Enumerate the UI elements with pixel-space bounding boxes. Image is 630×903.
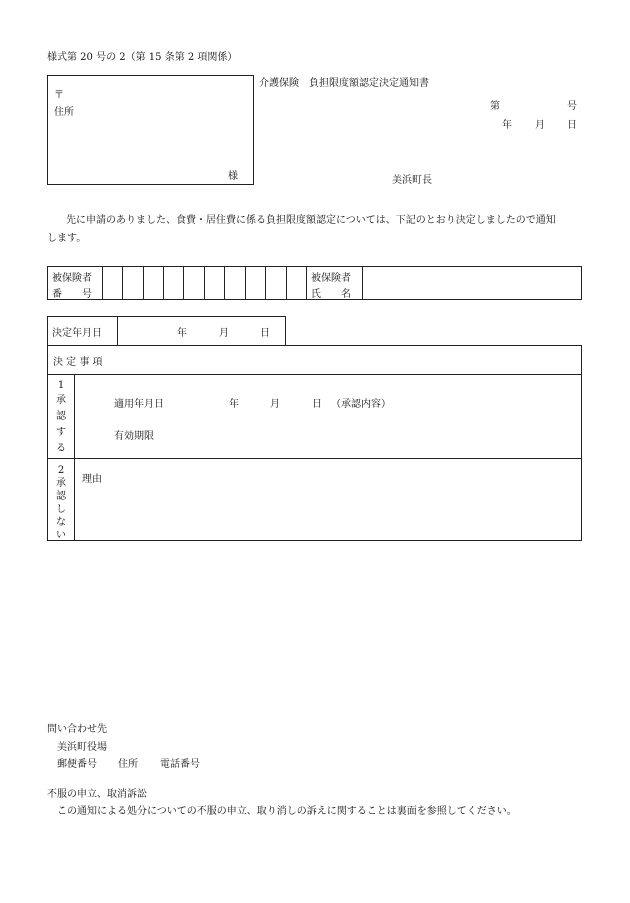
reject-label-char: い	[56, 530, 66, 541]
issue-month: 月	[535, 120, 545, 131]
applied-date-label: 適用年月日	[114, 399, 164, 410]
approve-label-char: 承	[56, 395, 66, 406]
issue-day: 日	[567, 120, 577, 131]
contact-heading: 問い合わせ先	[47, 724, 107, 735]
contact-phone-label: 電話番号	[160, 759, 200, 770]
contact-office: 美浜町役場	[57, 742, 107, 753]
approve-label-char: 認	[56, 411, 66, 422]
reject-reason-label: 理由	[82, 474, 102, 485]
contact-postal-label: 郵便番号	[57, 759, 97, 770]
approval-content-label: （承認内容）	[331, 399, 391, 410]
decision-date-year: 年	[177, 328, 187, 339]
insured-name-label-1: 被保険者	[311, 273, 351, 284]
address-box	[47, 75, 254, 185]
decision-date-day: 日	[260, 328, 270, 339]
honorific: 様	[228, 171, 238, 182]
applied-date-year: 年	[229, 399, 239, 410]
approve-label-char: す	[56, 427, 66, 438]
body-text-line1: 先に申請のありました、食費・居住費に係る負担限度額認定については、下記のとおり決定しましたので通知	[66, 215, 556, 226]
reject-label-char: し	[56, 504, 66, 515]
approve-number: 1	[57, 380, 65, 391]
issuer: 美浜町長	[392, 175, 432, 186]
applied-date-day: 日	[312, 399, 322, 410]
validity-label: 有効期限	[114, 431, 154, 442]
insured-name-label-2: 氏 名	[311, 289, 351, 300]
applied-date-month: 月	[270, 399, 280, 410]
appeal-heading: 不服の申立、取消訴訟	[47, 789, 147, 800]
issue-year: 年	[502, 120, 512, 131]
decision-items-label: 決 定 事 項	[53, 357, 103, 368]
appeal-text: この通知による処分についての不服の申立、取り消しの訴えに関することは裏面を参照してください。	[57, 806, 517, 817]
reject-label-char: な	[56, 517, 66, 528]
reject-number: 2	[57, 465, 65, 476]
postal-mark: 〒	[54, 90, 64, 101]
body-text-line2: します。	[47, 233, 87, 244]
address-label: 住所	[54, 107, 74, 118]
reject-label-char: 認	[56, 491, 66, 502]
contact-address-label: 住所	[118, 759, 138, 770]
insured-number-label-1: 被保険者	[52, 273, 92, 284]
insured-number-label-2: 番 号	[52, 289, 92, 300]
form-number: 様式第 20 号の 2（第 15 条第 2 項関係）	[47, 52, 238, 63]
reject-label-char: 承	[56, 478, 66, 489]
decision-date-month: 月	[219, 328, 229, 339]
reference-dai: 第	[490, 101, 500, 112]
decision-date-label: 決定年月日	[52, 328, 102, 339]
approve-label-char: る	[56, 443, 66, 454]
document-title: 介護保険 負担限度額認定決定通知書	[259, 78, 429, 89]
reference-go: 号	[567, 101, 577, 112]
